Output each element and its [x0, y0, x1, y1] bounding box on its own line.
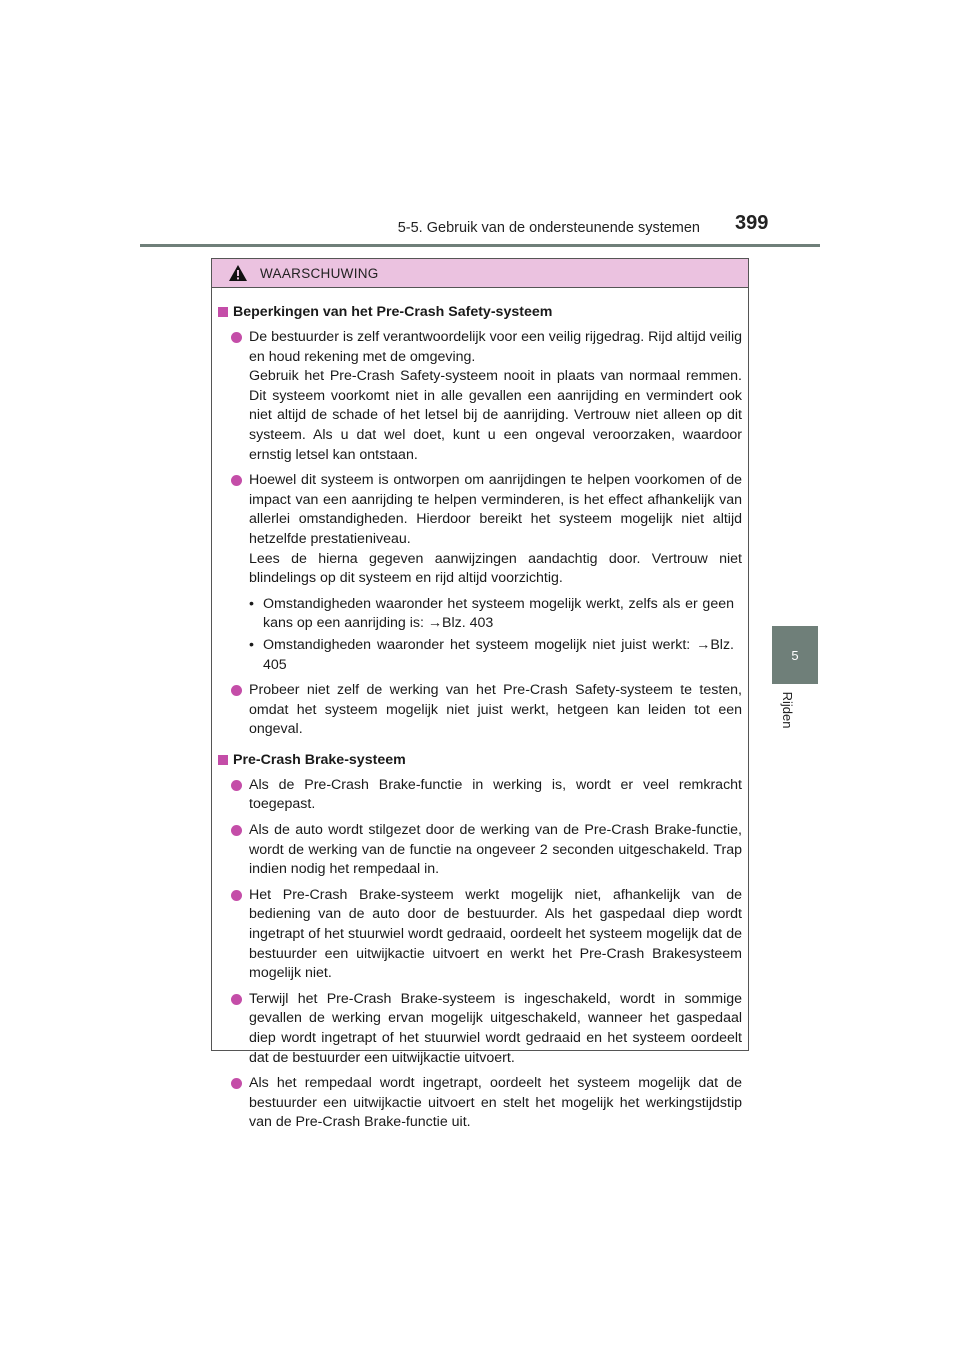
bullet-paragraph: Lees de hierna gegeven aanwijzingen aandachtig door. Vertrouw niet blindelings op dit systeem en rijd altijd voorzichtig.	[249, 550, 742, 587]
square-bullet-icon	[218, 755, 228, 765]
bullet-item	[218, 681, 742, 740]
bullet-item	[218, 471, 742, 589]
chapter-number: 5	[791, 647, 799, 663]
bullet-paragraph: Hoewel dit systeem is ontworpen om aanrijdingen te helpen voorkomen of de impact van een aanrijding te helpen verminderen, is het effect afhankelijk van allerlei omstandigheden. Hierdoor bereikt het systeem mogelijk niet altijd hetzelfde prestatieniveau.	[249, 472, 742, 547]
sub-item	[218, 636, 742, 675]
circle-bullet-icon	[231, 475, 242, 486]
circle-bullet-icon	[231, 685, 242, 696]
bullet-item	[218, 776, 742, 815]
section-title-text: Pre-Crash Brake-systeem	[233, 751, 406, 768]
bullet-paragraph: Als de auto wordt stilgezet door de werking van de Pre-Crash Brake-functie, wordt de werking van de functie na ongeveer 2 seconden uitgeschakeld. Trap indien nodig het rempedaal in.	[249, 822, 742, 878]
sub-item-text: Omstandigheden waaronder het systeem mogelijk werkt, zelfs als er geen kans op een aanrijding is: →Blz. 403	[263, 595, 734, 632]
square-bullet-icon	[218, 307, 228, 317]
warning-triangle-icon	[228, 264, 248, 282]
warning-content	[212, 288, 748, 1133]
bullet-item	[218, 990, 742, 1068]
bullet-paragraph: Het Pre-Crash Brake-systeem werkt mogelijk niet, afhankelijk van de bediening van de auto door de bestuurder. Als het gaspedaal diep wordt ingetrapt of het stuurwiel wordt gedraaid, oordeelt het systeem mogelijk dat de bestuurder een uitwijkactie uitvoert en werkt het Pre-Crash Brakesysteem mogelijk niet.	[249, 886, 742, 982]
bullet-paragraph: Terwijl het Pre-Crash Brake-systeem is ingeschakeld, wordt in sommige gevallen de werking ervan mogelijk uitgeschakeld, wanneer het gaspedaal diep wordt ingetrapt of het stuurwiel wordt gedraaid en het systeem oordeelt dat de bestuurder een uitwijkactie uitvoert.	[249, 990, 742, 1066]
bullet-paragraph: De bestuurder is zelf verantwoordelijk voor een veilig rijgedrag. Rijd altijd veilig en houd rekening met de omgeving.	[249, 329, 742, 365]
warning-title: WAARSCHUWING	[260, 265, 379, 281]
section-title	[218, 750, 742, 770]
page-header-section-title: 5-5. Gebruik van de ondersteunende systemen	[397, 220, 700, 236]
circle-bullet-icon	[231, 890, 242, 901]
section-title-text: Beperkingen van het Pre-Crash Safety-systeem	[233, 304, 553, 320]
header-divider	[140, 244, 820, 247]
sub-item	[218, 595, 742, 634]
bullet-item	[218, 328, 742, 465]
chapter-label: Rijden	[780, 691, 795, 729]
bullet-item	[218, 821, 742, 880]
chapter-tab	[772, 626, 818, 684]
bullet-item	[218, 886, 742, 984]
sub-bullet-marker: •	[249, 595, 254, 612]
bullet-item	[218, 1074, 742, 1133]
section-title	[218, 302, 742, 322]
sub-list	[218, 595, 742, 675]
circle-bullet-icon	[231, 780, 242, 791]
bullet-paragraph: Gebruik het Pre-Crash Safety-systeem nooit in plaats van normaal remmen. Dit systeem voorkomt niet in alle gevallen een aanrijding en vermindert ook niet altijd de schade of het letsel bij de aanrijding. Vertrouw niet alleen op dit systeem. Als u dat wel doet, kunt u een ongeval veroorzaken, waardoor ernstig letsel kan ontstaan.	[249, 368, 742, 463]
sub-item-text: Omstandigheden waaronder het systeem mogelijk niet juist werkt: →Blz. 405	[263, 636, 734, 673]
circle-bullet-icon	[231, 994, 242, 1005]
warning-header	[212, 259, 748, 288]
page-number: 399	[735, 212, 769, 234]
bullet-paragraph: Als het rempedaal wordt ingetrapt, oordeelt het systeem mogelijk dat de bestuurder een uitwijkactie uitvoert en stelt het mogelijk het werkingstijdstip van de Pre-Crash Brake-functie uit.	[249, 1075, 742, 1131]
circle-bullet-icon	[231, 332, 242, 343]
bullet-paragraph: Probeer niet zelf de werking van het Pre-Crash Safety-systeem te testen, omdat het systeem mogelijk niet juist werkt, hetgeen kan leiden tot een ongeval.	[249, 682, 742, 738]
bullet-paragraph: Als de Pre-Crash Brake-functie in werking is, wordt er veel remkracht toegepast.	[249, 776, 742, 813]
sub-bullet-marker: •	[249, 636, 254, 653]
circle-bullet-icon	[231, 825, 242, 836]
warning-box	[211, 258, 749, 1131]
circle-bullet-icon	[231, 1078, 242, 1089]
